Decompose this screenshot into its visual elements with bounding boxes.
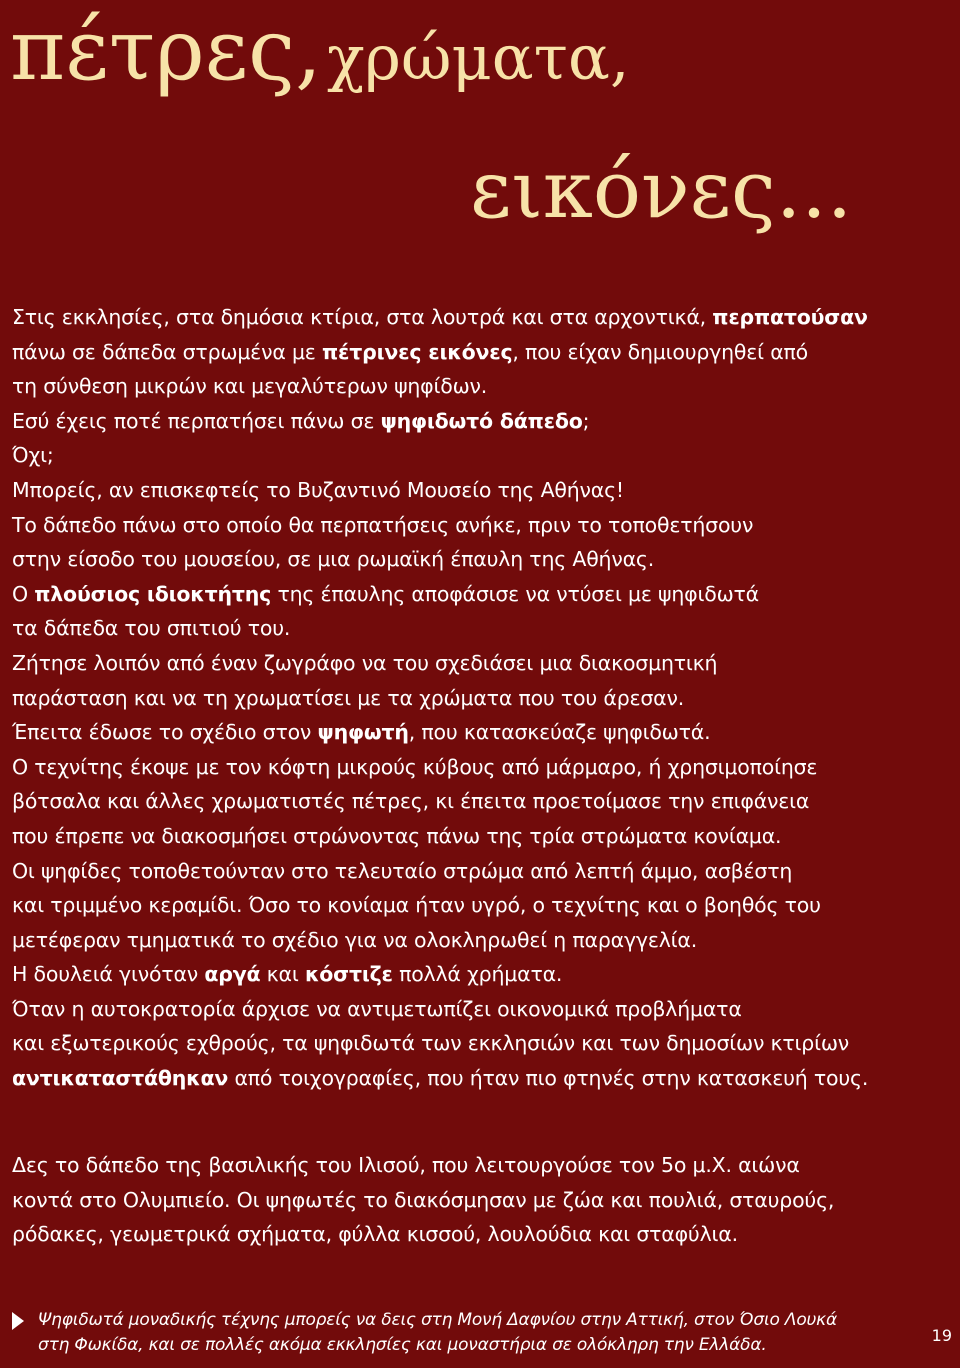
page-number: 19: [931, 1326, 952, 1345]
emphasized-text: πέτρινες εικόνες: [322, 339, 513, 364]
body-text-segment: , που κατασκεύαζε ψηφιδωτά.: [408, 720, 711, 745]
body-text-segment: και εξωτερικούς εχθρούς, τα ψηφιδωτά των εκκλησιών και των δημοσίων κτιρίων: [12, 1031, 850, 1056]
body-line: [12, 611, 952, 646]
body-line: [12, 992, 952, 1027]
body-line: [12, 750, 952, 785]
body-text-segment: και τριμμένο κεραμίδι. Όσο το κονίαμα ήταν υγρό, ο τεχνίτης και ο βοηθός του: [12, 893, 821, 918]
body-line: [12, 957, 952, 992]
body-text-segment: Στις εκκλησίες, στα δημόσια κτίρια, στα λουτρά και στα αρχοντικά,: [12, 305, 713, 329]
title-word-1: πέτρες,: [10, 1, 322, 99]
emphasized-text: ψηφιδωτό δάπεδο: [380, 408, 583, 433]
body-line: [12, 646, 952, 681]
body-text-segment: Εσύ έχεις ποτέ περπατήσει πάνω σε: [12, 408, 381, 433]
emphasized-text: πλούσιος ιδιοκτήτης: [34, 581, 272, 606]
body-text-segment: από τοιχογραφίες, που ήταν πιο φτηνές στην κατασκευή τους.: [228, 1066, 869, 1091]
emphasized-text: ψηφωτή: [317, 720, 409, 745]
paragraph-line: κοντά στο Ολυμπιείο. Οι ψηφωτές το διακόσμησαν με ζώα και πουλιά, σταυρούς,: [12, 1187, 835, 1212]
body-text-segment: πολλά χρήματα.: [392, 962, 563, 987]
body-line: [12, 508, 952, 543]
body-line: [12, 542, 952, 577]
paragraph-line: Δες το δάπεδο της βασιλικής του Ιλισού, που λειτουργούσε τον 5ο μ.Χ. αιώνα: [12, 1153, 800, 1177]
body-line: [12, 888, 952, 923]
title-word-2: χρώματα,: [326, 21, 630, 94]
second-paragraph: [12, 1148, 952, 1252]
body-line: [12, 923, 952, 958]
footnote: [12, 1308, 912, 1358]
body-text-segment: της έπαυλης αποφάσισε να ντύσει με ψηφιδωτά: [271, 581, 759, 606]
body-line: [12, 300, 952, 335]
body-line: [12, 681, 952, 716]
emphasized-text: αντικαταστάθηκαν: [12, 1066, 229, 1091]
body-text-segment: τα δάπεδα του σπιτιού του.: [12, 616, 291, 641]
body-text-segment: και: [260, 962, 305, 987]
body-text-segment: παράσταση και να τη χρωματίσει με τα χρώματα που του άρεσαν.: [12, 685, 685, 710]
body-text-segment: Μπορείς, αν επισκεφτείς το Βυζαντινό Μουσείο της Αθήνας!: [12, 477, 624, 502]
body-line: [12, 335, 952, 370]
emphasized-text: περπατούσαν: [712, 305, 868, 329]
emphasized-text: κόστιζε: [304, 962, 393, 987]
body-text-segment: Ο: [12, 581, 35, 606]
body-text-segment: τη σύνθεση μικρών και μεγαλύτερων ψηφίδων.: [12, 374, 488, 399]
body-text-segment: που έπρεπε να διακοσμήσει στρώνοντας πάνω της τρία στρώματα κονίαμα.: [12, 823, 782, 848]
body-text-segment: Έπειτα έδωσε το σχέδιο στον: [12, 720, 318, 745]
page-title: [10, 1, 630, 99]
triangle-right-icon: [12, 1312, 24, 1330]
body-text-segment: στην είσοδο του μουσείου, σε μια ρωμαϊκή έπαυλη της Αθήνας.: [12, 547, 655, 572]
body-text-segment: Το δάπεδο πάνω στο οποίο θα περπατήσεις ανήκε, πριν το τοποθετήσουν: [12, 512, 754, 537]
body-line: [12, 577, 952, 612]
body-line: [12, 854, 952, 889]
paragraph-line: ρόδακες, γεωμετρικά σχήματα, φύλλα κισσού, λουλούδια και σταφύλια.: [12, 1222, 738, 1247]
body-text-segment: μετέφεραν τμηματικά το σχέδιο για να ολοκληρωθεί η παραγγελία.: [12, 927, 698, 952]
body-text-segment: Όχι;: [12, 443, 54, 468]
body-line: [12, 473, 952, 508]
body-text-segment: Όταν η αυτοκρατορία άρχισε να αντιμετωπίζει οικονομικά προβλήματα: [12, 996, 742, 1021]
body-line: [12, 1026, 952, 1061]
body-line: [12, 369, 952, 404]
footnote-line: Ψηφιδωτά μοναδικής τέχνης μπορείς να δεις στη Μονή Δαφνίου στην Αττική, στον Όσιο Λουκά: [38, 1310, 837, 1330]
body-text-segment: ;: [582, 408, 590, 433]
body-text-segment: Ο τεχνίτης έκοψε με τον κόφτη μικρούς κύβους από μάρμαρο, ή χρησιμοποίησε: [12, 754, 818, 779]
title-word-3: εικόνες...: [470, 143, 853, 236]
body-line: [12, 438, 952, 473]
footnote-line: στη Φωκίδα, και σε πολλές ακόμα εκκλησίες και μοναστήρια σε ολόκληρη την Ελλάδα.: [38, 1335, 767, 1355]
body-text-segment: , που είχαν δημιουργηθεί από: [512, 339, 808, 364]
body-text-segment: Ζήτησε λοιπόν από έναν ζωγράφο να του σχεδιάσει μια διακοσμητική: [12, 650, 718, 675]
body-text-segment: Η δουλειά γινόταν: [12, 962, 205, 987]
body-text-segment: βότσαλα και άλλες χρωματιστές πέτρες, κι έπειτα προετοίμασε την επιφάνεια: [12, 789, 810, 814]
body-text-segment: Οι ψηφίδες τοποθετούνταν στο τελευταίο στρώμα από λεπτή άμμο, ασβέστη: [12, 858, 793, 883]
body-text-segment: πάνω σε δάπεδα στρωμένα με: [12, 339, 322, 364]
body-line: [12, 784, 952, 819]
body-line: [12, 1061, 952, 1096]
body-line: [12, 404, 952, 439]
body-line: [12, 819, 952, 854]
body-line: [12, 715, 952, 750]
main-text: [12, 300, 952, 1096]
emphasized-text: αργά: [204, 962, 261, 987]
